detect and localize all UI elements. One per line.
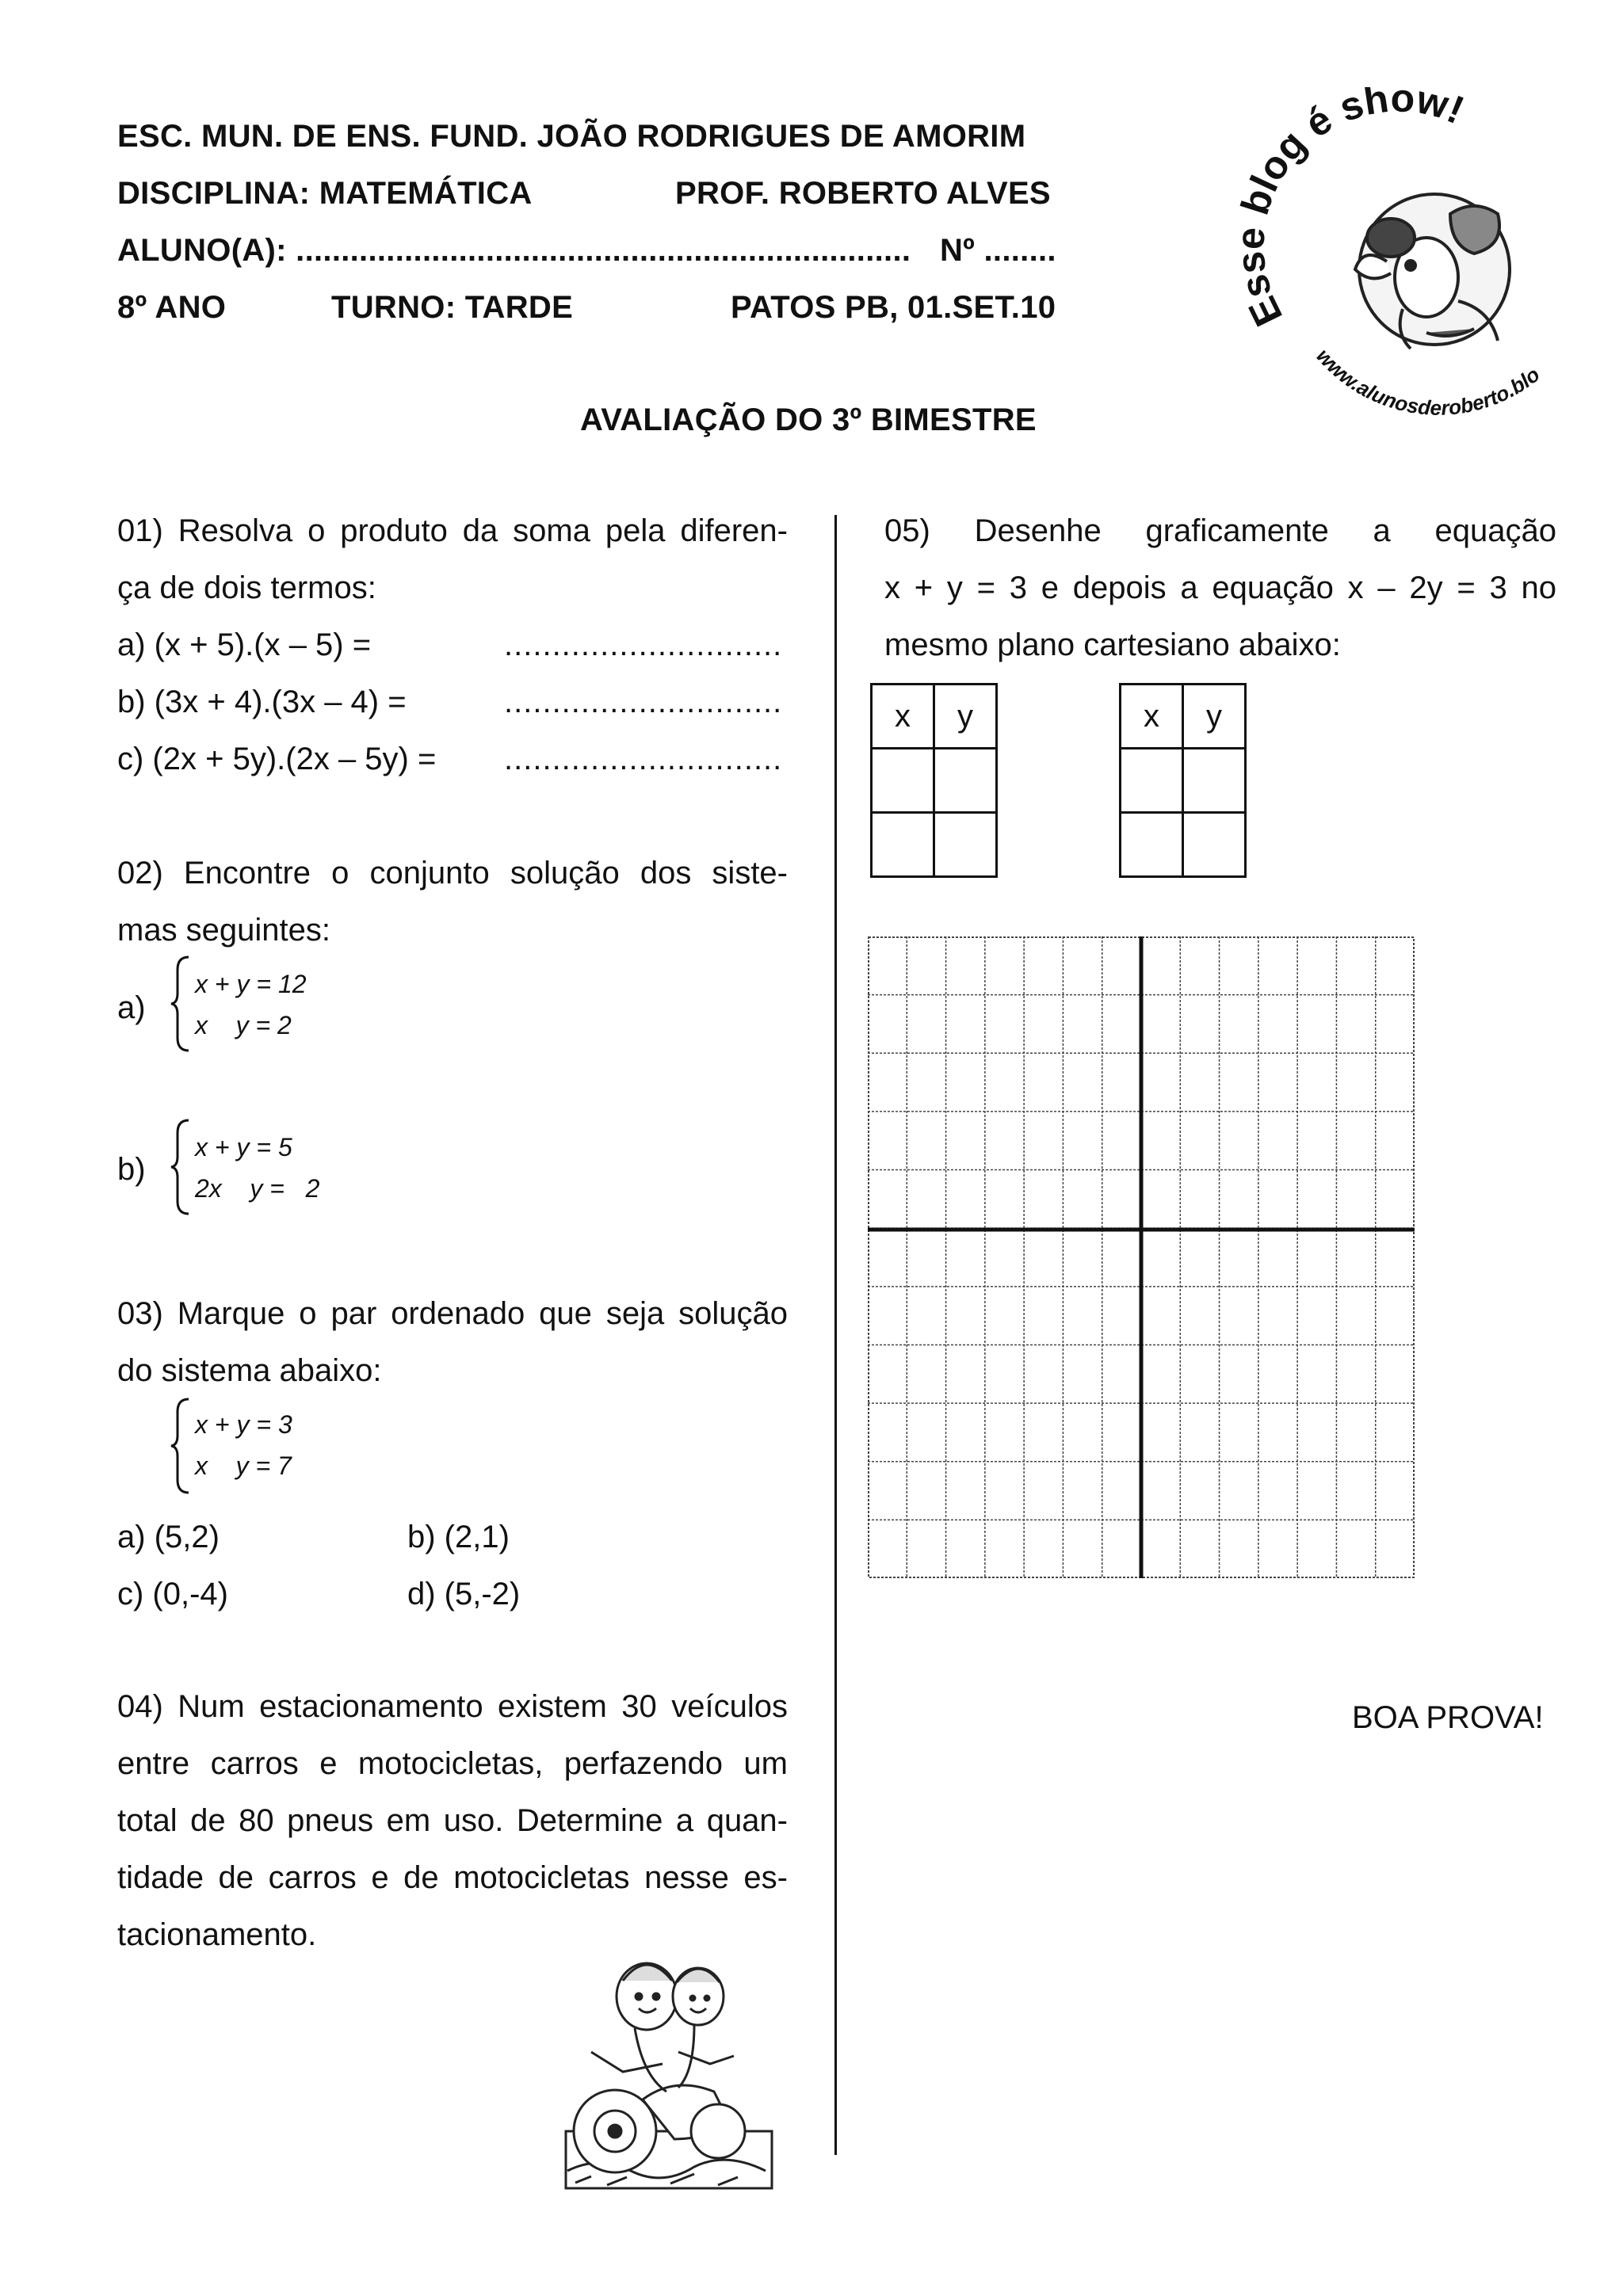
q3-option-a[interactable]: a) (5,2) (117, 1520, 220, 1554)
q5-line-1: 05) Desenhe graficamente a equação (884, 513, 1556, 548)
q4-line-3: total de 80 pneus em uso. Determine a quan- (117, 1803, 788, 1838)
q2-a-label: a) (117, 990, 146, 1025)
q4-line-5: tacionamento. (117, 1917, 317, 1952)
q3-eq2: x y = 7 (195, 1451, 292, 1480)
shift: TURNO: TARDE (331, 290, 574, 325)
teacher: PROF. ROBERTO ALVES (675, 176, 1051, 211)
q4-line-4: tidade de carros e de motocicletas nesse es- (117, 1860, 788, 1895)
col-y-header: y (1183, 685, 1246, 749)
q5-line-3: mesmo plano cartesiano abaixo: (884, 627, 1341, 662)
discipline: DISCIPLINA: MATEMÁTICA (117, 176, 533, 211)
table-cell[interactable] (1121, 813, 1183, 877)
brace-icon (168, 1117, 192, 1217)
q1-item-b: b) (3x + 4).(3x – 4) = (117, 685, 407, 719)
brace-icon (168, 954, 192, 1054)
q2-b-label: b) (117, 1152, 146, 1187)
q4-line-2: entre carros e motocicletas, perfazendo um (117, 1746, 788, 1781)
closing-message: BOA PROVA! (1352, 1700, 1544, 1735)
q1-line-1: 01) Resolva o produto da soma pela diferen- (117, 513, 788, 548)
brace-icon (168, 1396, 192, 1496)
q1-answer-b[interactable]: ............................. (504, 685, 783, 719)
q2-a-eq2: x y = 2 (195, 1011, 292, 1039)
student-name-field[interactable]: ALUNO(A): .................................................................... (117, 233, 911, 268)
table-cell[interactable] (872, 749, 934, 813)
col-x-header: x (1121, 685, 1183, 749)
logo-slogan: Es blog é show! (1236, 87, 1471, 334)
q3-option-c[interactable]: c) (0,-4) (117, 1577, 228, 1611)
table-cell[interactable] (1183, 749, 1246, 813)
xy-table-1 (870, 683, 998, 878)
school-name: ESC. MUN. DE ENS. FUND. JOÃO RODRIGUES DE AMORIM (117, 119, 1026, 154)
motorcycle-illustration-icon (559, 1933, 781, 2195)
table-cell[interactable] (872, 813, 934, 877)
q3-option-b[interactable]: b) (2,1) (407, 1520, 510, 1554)
q3-line-1: 03) Marque o par ordenado que seja solução (117, 1296, 788, 1331)
xy-table-2 (1119, 683, 1247, 878)
q3-option-d[interactable]: d) (5,-2) (407, 1577, 521, 1611)
exam-title: AVALIAÇÃO DO 3º BIMESTRE (580, 402, 1037, 437)
duck-mascot-icon (1236, 87, 1585, 420)
table-cell[interactable] (934, 749, 997, 813)
place-date: PATOS PB, 01.SET.10 (731, 290, 1056, 325)
table-cell[interactable] (934, 813, 997, 877)
q2-line-2: mas seguintes: (117, 913, 331, 948)
q1-item-a: a) (x + 5).(x – 5) = (117, 627, 372, 662)
q3-eq1: x + y = 3 (195, 1410, 292, 1439)
table-cell[interactable] (1183, 813, 1246, 877)
grade: 8º ANO (117, 290, 227, 325)
student-number-field[interactable]: Nº ........ (940, 233, 1056, 268)
col-y-header: y (934, 685, 997, 749)
q2-b-eq2: 2x y = 2 (195, 1174, 320, 1203)
col-x-header: x (872, 685, 934, 749)
cartesian-plane[interactable] (868, 936, 1415, 1578)
logo-url: www.alunosderoberto.blo (1312, 344, 1545, 420)
q2-b-eq1: x + y = 5 (195, 1133, 292, 1161)
q3-line-2: do sistema abaixo: (117, 1353, 382, 1388)
q5-line-2: x + y = 3 e depois a equação x – 2y = 3 no (884, 570, 1556, 605)
q1-answer-a[interactable]: ............................. (504, 627, 783, 662)
column-divider (834, 515, 837, 2155)
q2-a-eq1: x + y = 12 (195, 970, 307, 998)
q1-item-c: c) (2x + 5y).(2x – 5y) = (117, 742, 437, 776)
q1-answer-c[interactable]: ............................. (504, 742, 783, 776)
q1-line-2: ça de dois termos: (117, 570, 376, 605)
table-cell[interactable] (1121, 749, 1183, 813)
q2-line-1: 02) Encontre o conjunto solução dos siste- (117, 856, 788, 891)
blog-logo (1236, 87, 1585, 420)
q4-line-1: 04) Num estacionamento existem 30 veículos (117, 1689, 788, 1724)
